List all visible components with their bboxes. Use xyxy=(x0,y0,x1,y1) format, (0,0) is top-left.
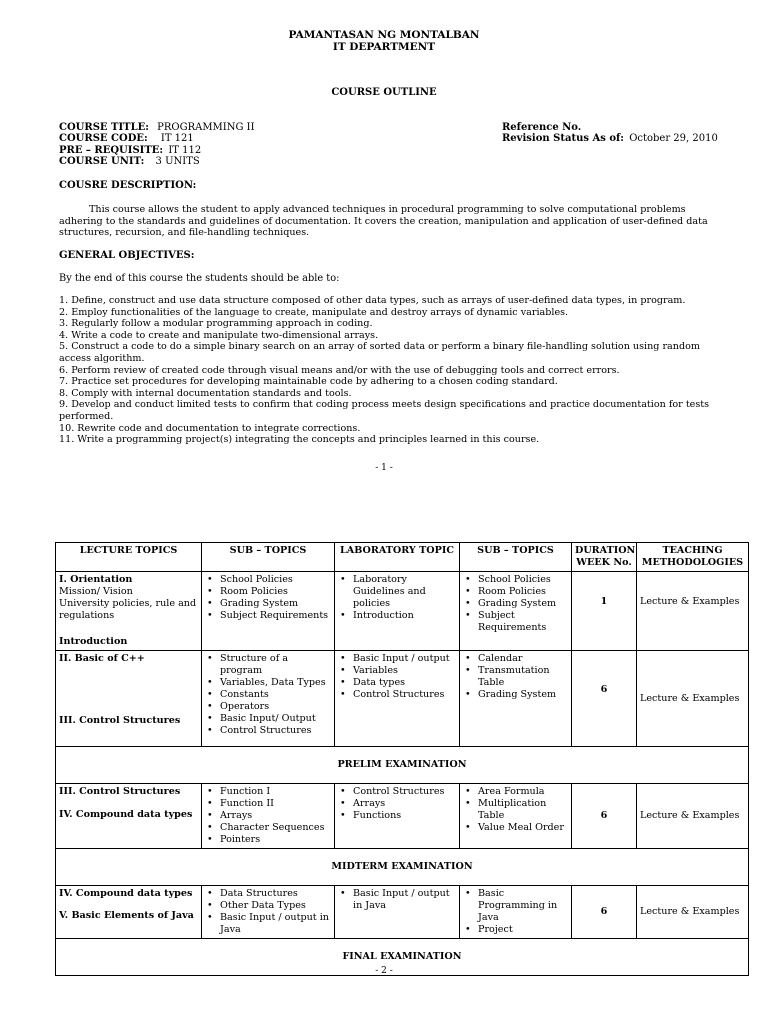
lecture-topic: Introduction xyxy=(59,636,128,647)
bullet-item: • Laboratory Guidelines and policies xyxy=(353,574,456,610)
course-topics-table xyxy=(55,542,749,976)
prerequisite-value: IT 112 xyxy=(168,145,202,156)
lecture-topic: IV. Compound data types xyxy=(59,809,193,820)
bullet-list xyxy=(205,574,331,622)
course-code-label: COURSE CODE: xyxy=(59,133,148,144)
prelim-exam-label: PRELIM EXAMINATION xyxy=(56,747,749,784)
lecture-topic: II. Basic of C++ xyxy=(59,653,145,664)
objective-item: 3. Regularly follow a modular programming approach in coding. xyxy=(59,318,373,330)
objective-item: 11. Write a programming project(s) integrating the concepts and principles learned in this course. xyxy=(59,434,540,446)
bullet-list xyxy=(463,653,568,701)
objectives-intro: By the end of this course the students should be able to: xyxy=(59,273,340,284)
bullet-item: • Subject Requirements xyxy=(478,610,568,634)
header-lecture-topics: LECTURE TOPICS xyxy=(56,543,202,572)
lab-sub-topics-cell xyxy=(460,784,572,849)
bullet-item: • Area Formula xyxy=(478,786,568,798)
bullet-list xyxy=(338,786,456,822)
course-unit-label: COURSE UNIT: xyxy=(59,156,145,167)
sub-topics-cell xyxy=(202,651,335,747)
prerequisite-label: PRE – REQUISITE: xyxy=(59,145,164,156)
lecture-topics-cell xyxy=(56,784,202,849)
header-lab-sub-topics: SUB – TOPICS xyxy=(460,543,572,572)
bullet-list xyxy=(463,888,568,936)
bullet-item: • Arrays xyxy=(353,798,456,810)
lab-topics-cell xyxy=(335,651,460,747)
duration-cell: 6 xyxy=(572,886,637,939)
course-unit-field xyxy=(59,156,200,167)
lab-sub-topics-cell xyxy=(460,886,572,939)
lecture-topic: University policies, rule and regulations xyxy=(59,598,197,621)
lab-topics-cell xyxy=(335,886,460,939)
duration-cell: 1 xyxy=(572,572,637,651)
bullet-list xyxy=(205,888,331,936)
bullet-list xyxy=(205,653,331,737)
bullet-item: • Room Policies xyxy=(220,586,331,598)
methodology-cell: Lecture & Examples xyxy=(637,572,749,651)
bullet-item: • Arrays xyxy=(220,810,331,822)
revision-status-value: October 29, 2010 xyxy=(629,133,718,144)
objective-item: 2. Employ functionalities of the language to create, manipulate and destroy arrays of dynamic variables. xyxy=(59,306,569,318)
bullet-item: • Basic Input / output xyxy=(353,653,456,665)
bullet-item: • Transmutation Table xyxy=(478,665,568,689)
bullet-item: • Grading System xyxy=(220,598,331,610)
bullet-item: • Control Structures xyxy=(220,725,331,737)
bullet-item: • Grading System xyxy=(478,689,568,701)
course-unit-value: 3 UNITS xyxy=(155,156,200,167)
midterm-exam-label: MIDTERM EXAMINATION xyxy=(56,849,749,886)
header-sub-topics: SUB – TOPICS xyxy=(202,543,335,572)
bullet-item: • Introduction xyxy=(353,610,456,622)
sub-topics-cell xyxy=(202,572,335,651)
lecture-topics-cell xyxy=(56,651,202,747)
bullet-item: • Basic Input/ Output xyxy=(220,713,331,725)
lecture-topic: Mission/ Vision xyxy=(59,586,133,597)
header-duration: DURATION WEEK No. xyxy=(572,543,637,572)
lab-topics-cell xyxy=(335,572,460,651)
table-header-row xyxy=(56,543,749,572)
course-code-field xyxy=(59,133,194,144)
bullet-item: • Function II xyxy=(220,798,331,810)
objective-item: 9. Develop and conduct limited tests to confirm that coding process meets design specifications and practice documentation for tests performed. xyxy=(59,399,710,422)
lab-sub-topics-cell xyxy=(460,572,572,651)
exam-row xyxy=(56,849,749,886)
lecture-topics-cell xyxy=(56,572,202,651)
prerequisite-field xyxy=(59,145,201,156)
bullet-item: • Structure of a program xyxy=(220,653,331,677)
duration-cell: 6 xyxy=(572,784,637,849)
description-heading: COUSRE DESCRIPTION: xyxy=(59,180,197,191)
bullet-item: • Constants xyxy=(220,689,331,701)
table-row xyxy=(56,572,749,651)
objectives-heading: GENERAL OBJECTIVES: xyxy=(59,250,195,261)
bullet-item: • Basic Input / output in Java xyxy=(220,912,331,936)
objective-item: 8. Comply with internal documentation standards and tools. xyxy=(59,387,352,399)
bullet-list xyxy=(338,888,456,912)
bullet-item: • Pointers xyxy=(220,834,331,846)
header-laboratory-topic: LABORATORY TOPIC xyxy=(335,543,460,572)
bullet-item: • Grading System xyxy=(478,598,568,610)
page-number-2: - 2 - xyxy=(375,966,393,976)
bullet-item: • Value Meal Order xyxy=(478,822,568,834)
methodology-cell: Lecture & Examples xyxy=(637,651,749,747)
objective-item: 6. Perform review of created code through visual means and/or with the use of debugging tools and correct errors. xyxy=(59,364,620,376)
bullet-item: • School Policies xyxy=(478,574,568,586)
bullet-item: • Project xyxy=(478,924,568,936)
lab-sub-topics-cell xyxy=(460,651,572,747)
duration-cell: 6 xyxy=(572,651,637,747)
bullet-list xyxy=(463,574,568,634)
lecture-topics-cell xyxy=(56,886,202,939)
bullet-list xyxy=(338,653,456,701)
sub-topics-cell xyxy=(202,886,335,939)
course-code-value: IT 121 xyxy=(160,133,194,144)
objective-item: 1. Define, construct and use data structure composed of other data types, such as arrays of user-defined data types, in program. xyxy=(59,295,686,306)
lecture-topic: III. Control Structures xyxy=(59,786,181,797)
methodology-cell: Lecture & Examples xyxy=(637,784,749,849)
bullet-item: • Basic Programming in Java xyxy=(478,888,568,924)
objective-item: 10. Rewrite code and documentation to integrate corrections. xyxy=(59,422,361,434)
course-title-field xyxy=(59,122,255,133)
bullet-item: • Character Sequences xyxy=(220,822,331,834)
bullet-item: • School Policies xyxy=(220,574,331,586)
bullet-item: • Data types xyxy=(353,677,456,689)
bullet-item: • Other Data Types xyxy=(220,900,331,912)
header-teaching-methodologies: TEACHING METHODOLOGIES xyxy=(637,543,749,572)
lecture-topic: III. Control Structures xyxy=(59,715,181,726)
bullet-item: • Data Structures xyxy=(220,888,331,900)
bullet-item: • Control Structures xyxy=(353,689,456,701)
reference-no-field xyxy=(502,122,581,133)
lecture-topic: I. Orientation xyxy=(59,574,133,585)
course-title-value: PROGRAMMING II xyxy=(157,122,255,133)
sub-topics-cell xyxy=(202,784,335,849)
lecture-topic: IV. Compound data types xyxy=(59,888,193,899)
table-row xyxy=(56,651,749,747)
department-name: IT DEPARTMENT xyxy=(332,41,436,53)
lab-topics-cell xyxy=(335,784,460,849)
bullet-item: • Function I xyxy=(220,786,331,798)
document-title: COURSE OUTLINE xyxy=(331,87,437,98)
objective-item: 4. Write a code to create and manipulate two-dimensional arrays. xyxy=(59,329,379,341)
course-title-label: COURSE TITLE: xyxy=(59,122,149,133)
description-text: This course allows the student to apply advanced techniques in procedural programming to solve computational problems adhering to the standards and guidelines of documentation. It covers the creation, manipulation and application of user-defined data structures, recursion, and file-handling techniques. xyxy=(59,204,708,239)
bullet-item: • Functions xyxy=(353,810,456,822)
bullet-item: • Operators xyxy=(220,701,331,713)
bullet-item: • Subject Requirements xyxy=(220,610,331,622)
bullet-item: • Variables, Data Types xyxy=(220,677,331,689)
objective-item: 7. Practice set procedures for developing maintainable code by adhering to a chosen coding standard. xyxy=(59,376,558,388)
bullet-list xyxy=(463,786,568,834)
revision-status-label: Revision Status As of: xyxy=(502,133,624,144)
institution-name: PAMANTASAN NG MONTALBAN xyxy=(288,29,480,41)
bullet-item: • Basic Input / output in Java xyxy=(353,888,456,912)
bullet-list xyxy=(205,786,331,846)
bullet-item: • Calendar xyxy=(478,653,568,665)
objectives-list xyxy=(59,295,719,446)
bullet-item: • Variables xyxy=(353,665,456,677)
bullet-item: • Room Policies xyxy=(478,586,568,598)
objective-item: 5. Construct a code to do a simple binary search on an array of sorted data or perform a binary file-handling solution using random access algorithm. xyxy=(59,341,700,364)
bullet-item: • Control Structures xyxy=(353,786,456,798)
bullet-item: • Multiplication Table xyxy=(478,798,568,822)
revision-status-field xyxy=(502,133,718,144)
table-row xyxy=(56,784,749,849)
final-exam-label: FINAL EXAMINATION xyxy=(56,939,749,976)
bullet-list xyxy=(338,574,456,622)
exam-row xyxy=(56,747,749,784)
reference-no-label: Reference No. xyxy=(502,122,582,133)
methodology-cell: Lecture & Examples xyxy=(637,886,749,939)
table-row xyxy=(56,886,749,939)
lecture-topic: V. Basic Elements of Java xyxy=(59,910,194,921)
page-number-1: - 1 - xyxy=(375,463,393,473)
